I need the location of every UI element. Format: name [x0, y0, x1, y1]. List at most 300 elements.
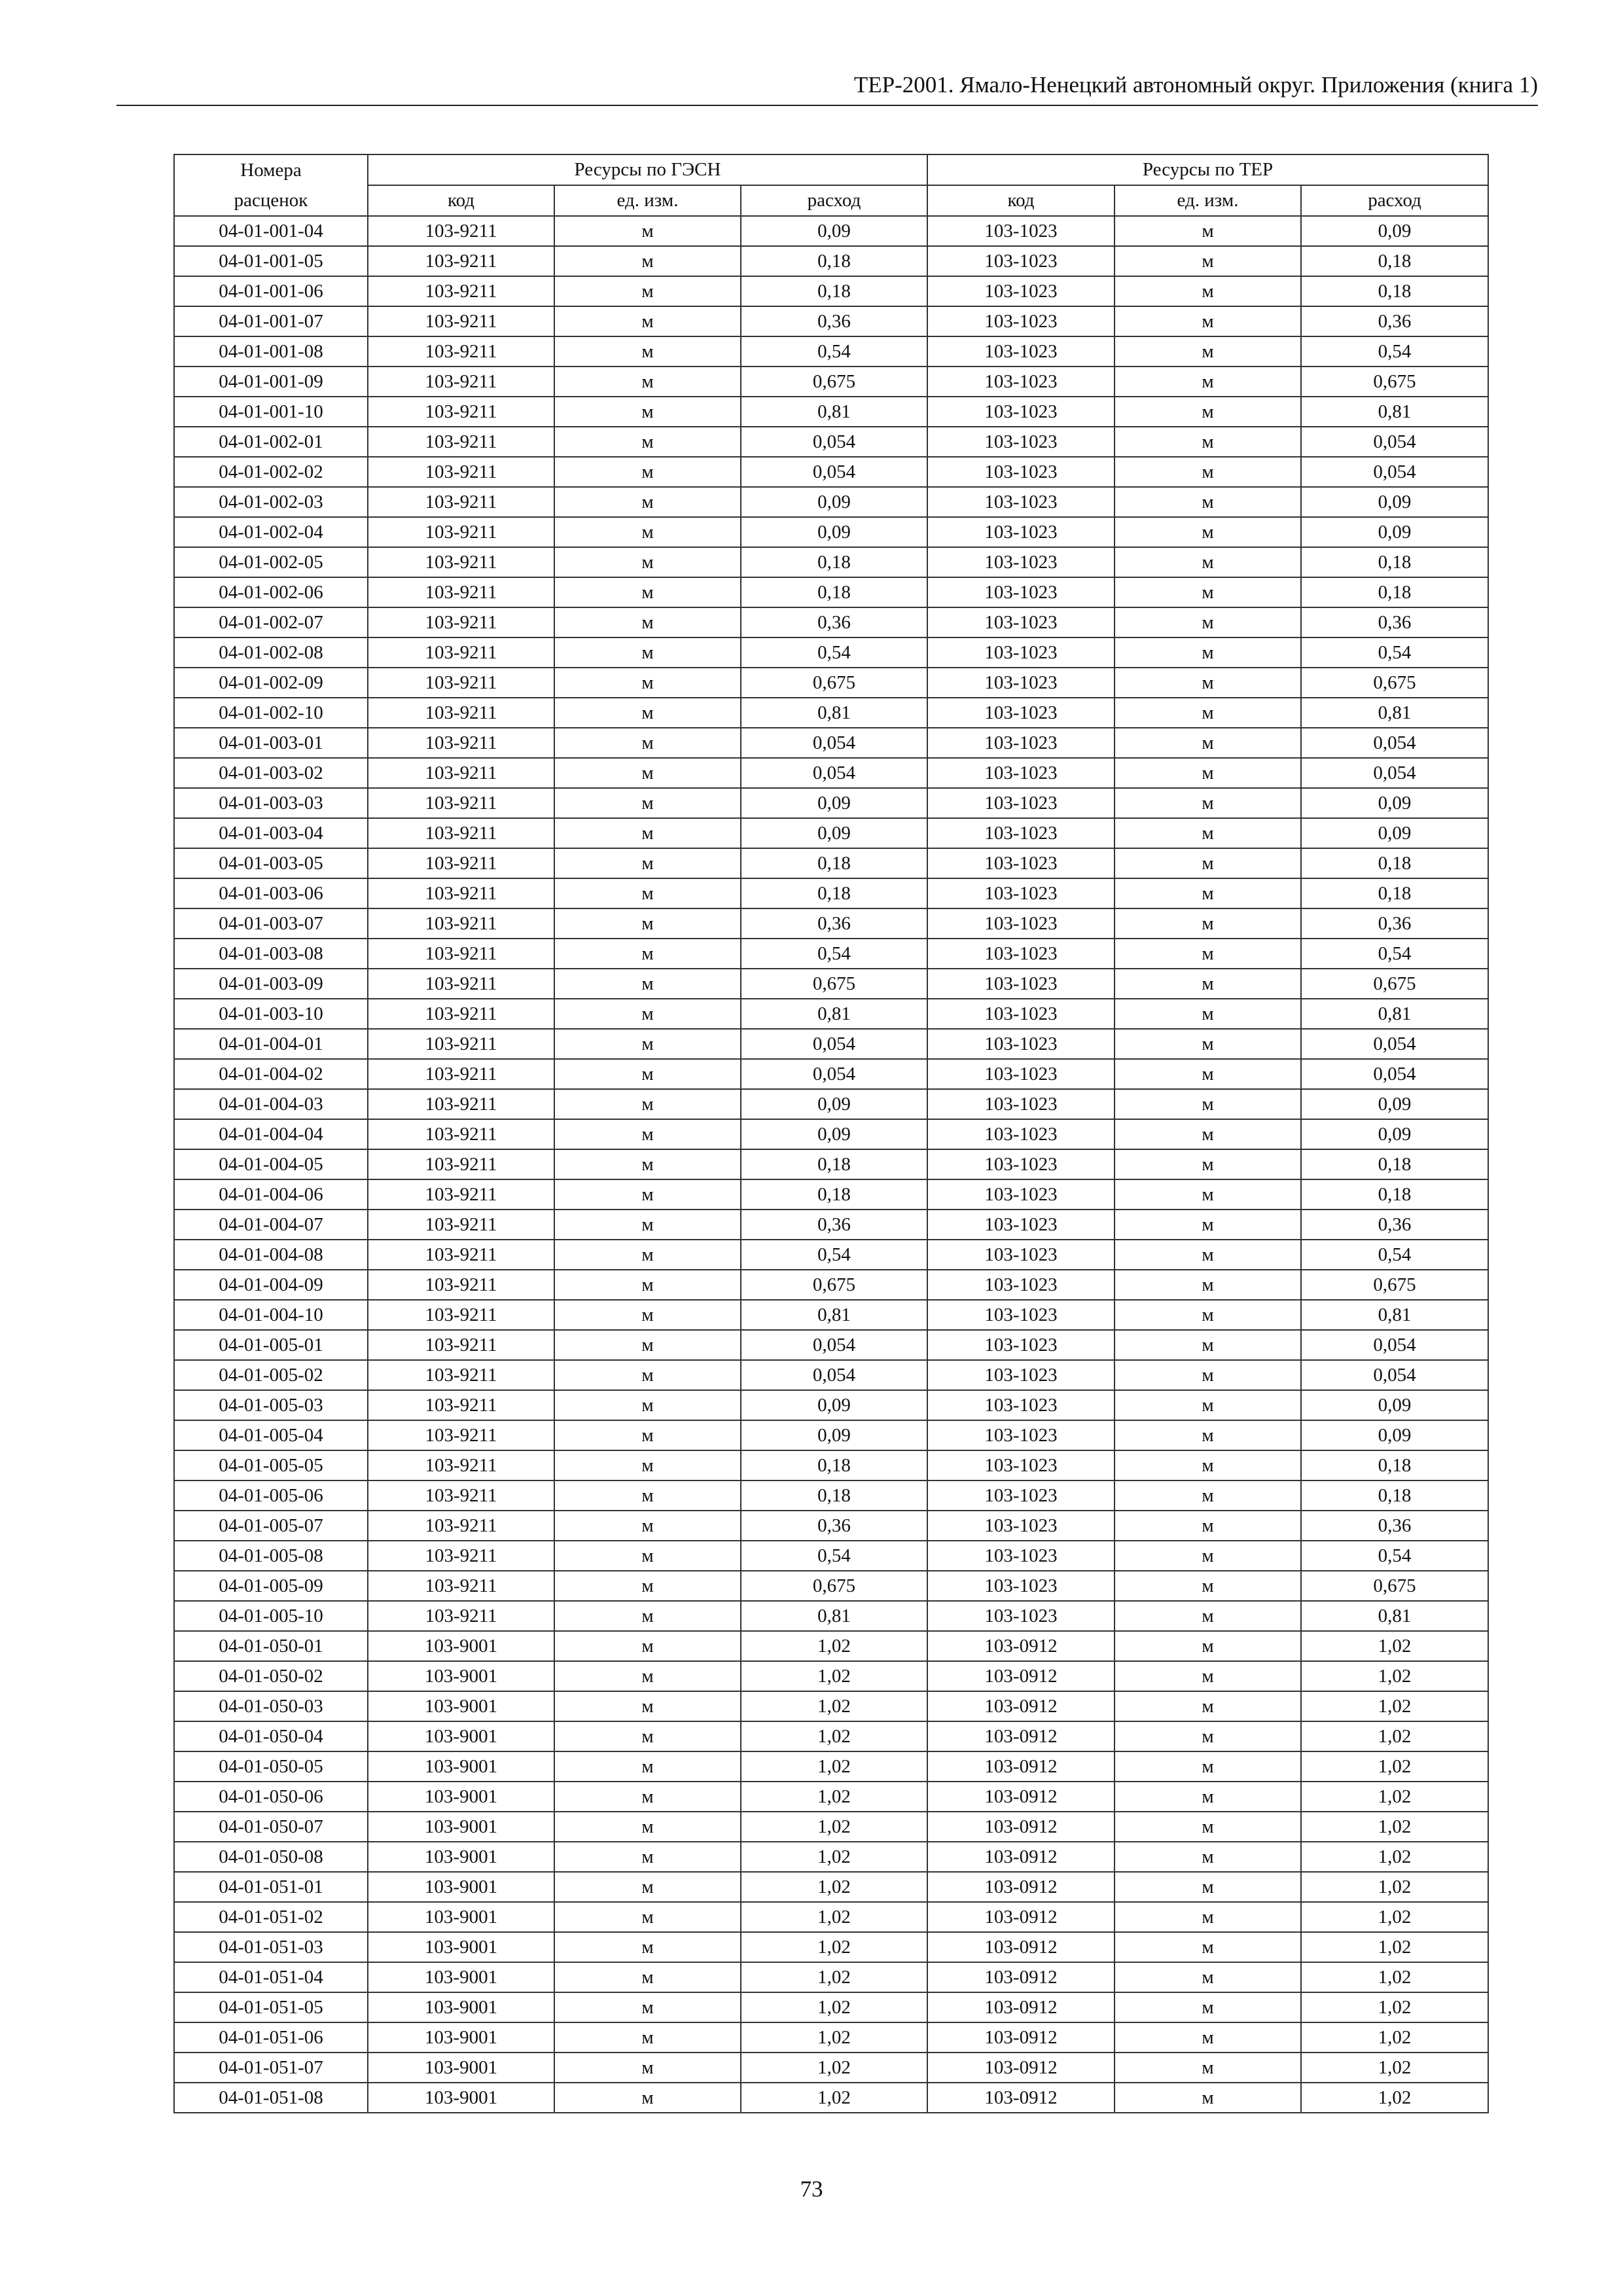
gesn-code-cell: 103-9211 — [368, 547, 554, 577]
gesn-rate-cell: 0,09 — [741, 216, 927, 246]
gesn-code-cell: 103-9211 — [368, 1541, 554, 1571]
gesn-rate-cell: 0,675 — [741, 1571, 927, 1601]
table-row — [174, 397, 1488, 427]
ter-rate-cell: 0,675 — [1301, 969, 1488, 999]
gesn-code-cell: 103-9211 — [368, 1420, 554, 1450]
ter-rate-cell: 0,09 — [1301, 216, 1488, 246]
ter-unit-cell: м — [1115, 2053, 1301, 2083]
gesn-code-cell: 103-9211 — [368, 1270, 554, 1300]
table-row — [174, 1962, 1488, 1992]
gesn-rate-cell: 0,81 — [741, 1300, 927, 1330]
rate-number-cell: 04-01-051-04 — [174, 1962, 368, 1992]
table-row — [174, 1390, 1488, 1420]
gesn-unit-cell: м — [554, 1541, 741, 1571]
gesn-code-cell: 103-9211 — [368, 728, 554, 758]
gesn-unit-cell: м — [554, 1601, 741, 1631]
table-row — [174, 1300, 1488, 1330]
gesn-code-cell: 103-9211 — [368, 607, 554, 637]
ter-code-cell: 103-1023 — [927, 818, 1115, 848]
table-row — [174, 1270, 1488, 1300]
gesn-unit-cell: м — [554, 1360, 741, 1390]
ter-rate-cell: 0,09 — [1301, 818, 1488, 848]
gesn-code-cell: 103-9211 — [368, 637, 554, 668]
ter-code-cell: 103-0912 — [927, 1631, 1115, 1661]
gesn-unit-cell: м — [554, 728, 741, 758]
gesn-code-cell: 103-9211 — [368, 1240, 554, 1270]
gesn-code-cell: 103-9211 — [368, 1210, 554, 1240]
gesn-code-cell: 103-9211 — [368, 1450, 554, 1480]
rate-number-cell: 04-01-003-06 — [174, 878, 368, 908]
ter-rate-cell: 1,02 — [1301, 1902, 1488, 1932]
gesn-rate-cell: 0,18 — [741, 1450, 927, 1480]
rate-number-cell: 04-01-004-08 — [174, 1240, 368, 1270]
gesn-rate-cell: 0,675 — [741, 668, 927, 698]
gesn-unit-cell: м — [554, 397, 741, 427]
ter-code-cell: 103-0912 — [927, 1842, 1115, 1872]
ter-unit-cell: м — [1115, 1179, 1301, 1210]
gesn-code-cell: 103-9211 — [368, 788, 554, 818]
ter-rate-cell: 0,054 — [1301, 758, 1488, 788]
gesn-unit-cell: м — [554, 637, 741, 668]
rate-number-cell: 04-01-001-07 — [174, 306, 368, 336]
table-row — [174, 1089, 1488, 1119]
gesn-rate-cell: 0,054 — [741, 1029, 927, 1059]
rate-number-cell: 04-01-003-07 — [174, 908, 368, 939]
gesn-rate-cell: 0,81 — [741, 698, 927, 728]
gesn-rate-cell: 1,02 — [741, 1721, 927, 1751]
gesn-code-cell: 103-9211 — [368, 517, 554, 547]
gesn-code-cell: 103-9211 — [368, 1300, 554, 1330]
ter-code-cell: 103-0912 — [927, 1782, 1115, 1812]
ter-unit-cell: м — [1115, 1420, 1301, 1450]
rate-number-cell: 04-01-051-02 — [174, 1902, 368, 1932]
ter-code-cell: 103-1023 — [927, 1300, 1115, 1330]
ter-code-cell: 103-1023 — [927, 457, 1115, 487]
table-row — [174, 1511, 1488, 1541]
ter-unit-cell: м — [1115, 306, 1301, 336]
gesn-unit-cell: м — [554, 1270, 741, 1300]
ter-code-cell: 103-1023 — [927, 1149, 1115, 1179]
ter-code-cell: 103-1023 — [927, 1330, 1115, 1360]
ter-code-cell: 103-1023 — [927, 336, 1115, 367]
gesn-unit-cell: м — [554, 246, 741, 276]
rate-number-cell: 04-01-003-02 — [174, 758, 368, 788]
gesn-code-cell: 103-9211 — [368, 1571, 554, 1601]
ter-rate-cell: 0,36 — [1301, 306, 1488, 336]
gesn-rate-cell: 1,02 — [741, 1751, 927, 1782]
ter-code-cell: 103-1023 — [927, 1360, 1115, 1390]
gesn-code-cell: 103-9001 — [368, 1872, 554, 1902]
table-header — [174, 154, 1488, 216]
ter-unit-cell: м — [1115, 969, 1301, 999]
gesn-code-cell: 103-9211 — [368, 668, 554, 698]
table-row — [174, 547, 1488, 577]
ter-unit-cell: м — [1115, 336, 1301, 367]
gesn-code-cell: 103-9211 — [368, 246, 554, 276]
ter-unit-cell: м — [1115, 1480, 1301, 1511]
gesn-unit-cell: м — [554, 2083, 741, 2113]
rate-number-cell: 04-01-003-10 — [174, 999, 368, 1029]
ter-unit-cell: м — [1115, 1872, 1301, 1902]
gesn-rate-cell: 1,02 — [741, 1992, 927, 2022]
ter-code-cell: 103-1023 — [927, 1179, 1115, 1210]
ter-rate-cell: 0,18 — [1301, 547, 1488, 577]
table-row — [174, 698, 1488, 728]
table-row — [174, 427, 1488, 457]
ter-rate-cell: 0,054 — [1301, 1360, 1488, 1390]
ter-rate-cell: 1,02 — [1301, 1661, 1488, 1691]
gesn-unit-cell: м — [554, 1902, 741, 1932]
rate-number-cell: 04-01-002-07 — [174, 607, 368, 637]
gesn-unit-cell: м — [554, 698, 741, 728]
gesn-code-cell: 103-9001 — [368, 1902, 554, 1932]
ter-rate-cell: 0,18 — [1301, 276, 1488, 306]
table-body — [174, 216, 1488, 2113]
gesn-unit-cell: м — [554, 1119, 741, 1149]
ter-unit-cell: м — [1115, 1089, 1301, 1119]
ter-code-cell: 103-1023 — [927, 1450, 1115, 1480]
ter-code-cell: 103-1023 — [927, 788, 1115, 818]
ter-unit-cell: м — [1115, 1240, 1301, 1270]
ter-unit-cell: м — [1115, 1992, 1301, 2022]
rate-number-cell: 04-01-050-04 — [174, 1721, 368, 1751]
gesn-rate-cell: 0,54 — [741, 1541, 927, 1571]
ter-rate-cell: 1,02 — [1301, 1691, 1488, 1721]
ter-rate-cell: 0,54 — [1301, 939, 1488, 969]
rate-number-cell: 04-01-051-07 — [174, 2053, 368, 2083]
gesn-rate-cell: 0,675 — [741, 969, 927, 999]
gesn-code-cell: 103-9211 — [368, 577, 554, 607]
rate-number-cell: 04-01-003-03 — [174, 788, 368, 818]
ter-rate-cell: 0,09 — [1301, 517, 1488, 547]
table-row — [174, 1691, 1488, 1721]
ter-code-cell: 103-0912 — [927, 1872, 1115, 1902]
ter-rate-cell: 0,18 — [1301, 1480, 1488, 1511]
table-row — [174, 367, 1488, 397]
ter-rate-cell: 0,36 — [1301, 607, 1488, 637]
gesn-code-cell: 103-9211 — [368, 487, 554, 517]
gesn-code-cell: 103-9001 — [368, 1992, 554, 2022]
gesn-rate-cell: 0,675 — [741, 367, 927, 397]
ter-rate-cell: 0,054 — [1301, 427, 1488, 457]
gesn-rate-cell: 0,09 — [741, 1420, 927, 1450]
gesn-rate-cell: 0,675 — [741, 1270, 927, 1300]
ter-unit-cell: м — [1115, 698, 1301, 728]
ter-rate-cell: 1,02 — [1301, 1842, 1488, 1872]
rate-number-cell: 04-01-005-10 — [174, 1601, 368, 1631]
gesn-code-cell: 103-9001 — [368, 1691, 554, 1721]
gesn-rate-cell: 0,36 — [741, 1511, 927, 1541]
rate-number-cell: 04-01-004-04 — [174, 1119, 368, 1149]
gesn-code-cell: 103-9211 — [368, 1511, 554, 1541]
gesn-code-cell: 103-9211 — [368, 1119, 554, 1149]
ter-code-cell: 103-0912 — [927, 2083, 1115, 2113]
ter-code-cell: 103-1023 — [927, 1420, 1115, 1450]
rate-number-cell: 04-01-004-10 — [174, 1300, 368, 1330]
ter-unit-cell: м — [1115, 1541, 1301, 1571]
gesn-unit-cell: м — [554, 939, 741, 969]
table-row — [174, 1782, 1488, 1812]
ter-rate-cell: 0,09 — [1301, 1420, 1488, 1450]
rate-number-cell: 04-01-001-04 — [174, 216, 368, 246]
ter-code-cell: 103-1023 — [927, 1059, 1115, 1089]
rate-number-cell: 04-01-050-07 — [174, 1812, 368, 1842]
ter-code-cell: 103-0912 — [927, 1721, 1115, 1751]
ter-unit-cell: м — [1115, 2083, 1301, 2113]
header-group-ter: Ресурсы по ТЕР — [927, 154, 1488, 185]
gesn-unit-cell: м — [554, 999, 741, 1029]
ter-code-cell: 103-1023 — [927, 1270, 1115, 1300]
ter-unit-cell: м — [1115, 1270, 1301, 1300]
ter-code-cell: 103-1023 — [927, 668, 1115, 698]
table-row — [174, 1210, 1488, 1240]
rate-number-cell: 04-01-002-02 — [174, 457, 368, 487]
rate-number-cell: 04-01-051-06 — [174, 2022, 368, 2053]
rate-number-cell: 04-01-050-01 — [174, 1631, 368, 1661]
ter-rate-cell: 0,54 — [1301, 336, 1488, 367]
ter-rate-cell: 0,18 — [1301, 246, 1488, 276]
table-row — [174, 1721, 1488, 1751]
ter-rate-cell: 1,02 — [1301, 1782, 1488, 1812]
gesn-rate-cell: 0,18 — [741, 246, 927, 276]
ter-unit-cell: м — [1115, 1782, 1301, 1812]
gesn-code-cell: 103-9211 — [368, 336, 554, 367]
gesn-rate-cell: 0,054 — [741, 758, 927, 788]
gesn-code-cell: 103-9001 — [368, 1782, 554, 1812]
gesn-rate-cell: 0,36 — [741, 1210, 927, 1240]
header-group-gesn: Ресурсы по ГЭСН — [368, 154, 927, 185]
table-row — [174, 457, 1488, 487]
table-row — [174, 336, 1488, 367]
ter-unit-cell: м — [1115, 1360, 1301, 1390]
rate-number-cell: 04-01-050-06 — [174, 1782, 368, 1812]
gesn-rate-cell: 1,02 — [741, 1812, 927, 1842]
ter-unit-cell: м — [1115, 1721, 1301, 1751]
gesn-code-cell: 103-9211 — [368, 878, 554, 908]
gesn-unit-cell: м — [554, 2022, 741, 2053]
gesn-code-cell: 103-9001 — [368, 1812, 554, 1842]
gesn-code-cell: 103-9211 — [368, 1330, 554, 1360]
ter-rate-cell: 0,54 — [1301, 1541, 1488, 1571]
rate-number-cell: 04-01-002-06 — [174, 577, 368, 607]
gesn-unit-cell: м — [554, 1782, 741, 1812]
ter-unit-cell: м — [1115, 1029, 1301, 1059]
table-row — [174, 2053, 1488, 2083]
ter-unit-cell: м — [1115, 1149, 1301, 1179]
ter-code-cell: 103-1023 — [927, 999, 1115, 1029]
header-ter-code: код — [927, 185, 1115, 216]
ter-code-cell: 103-1023 — [927, 547, 1115, 577]
gesn-rate-cell: 0,18 — [741, 848, 927, 878]
table-row — [174, 246, 1488, 276]
ter-unit-cell: м — [1115, 1631, 1301, 1661]
gesn-unit-cell: м — [554, 1210, 741, 1240]
table-row — [174, 1751, 1488, 1782]
ter-unit-cell: м — [1115, 758, 1301, 788]
ter-rate-cell: 1,02 — [1301, 1992, 1488, 2022]
table-row — [174, 637, 1488, 668]
table-row — [174, 276, 1488, 306]
ter-code-cell: 103-1023 — [927, 517, 1115, 547]
gesn-code-cell: 103-9001 — [368, 2053, 554, 2083]
gesn-rate-cell: 1,02 — [741, 1932, 927, 1962]
ter-rate-cell: 1,02 — [1301, 2022, 1488, 2053]
gesn-unit-cell: м — [554, 1149, 741, 1179]
gesn-unit-cell: м — [554, 1300, 741, 1330]
ter-code-cell: 103-1023 — [927, 939, 1115, 969]
gesn-unit-cell: м — [554, 1661, 741, 1691]
header-gesn-unit: ед. изм. — [554, 185, 741, 216]
gesn-rate-cell: 0,09 — [741, 1089, 927, 1119]
running-header-title: ТЕР-2001. Ямало-Ненецкий автономный округ. Приложения (книга 1) — [853, 72, 1538, 98]
ter-code-cell: 103-0912 — [927, 1812, 1115, 1842]
gesn-code-cell: 103-9001 — [368, 1751, 554, 1782]
rate-number-cell: 04-01-005-06 — [174, 1480, 368, 1511]
rate-number-cell: 04-01-003-04 — [174, 818, 368, 848]
ter-code-cell: 103-0912 — [927, 1661, 1115, 1691]
ter-rate-cell: 0,81 — [1301, 1601, 1488, 1631]
ter-unit-cell: м — [1115, 487, 1301, 517]
ter-rate-cell: 0,054 — [1301, 728, 1488, 758]
ter-rate-cell: 0,675 — [1301, 1571, 1488, 1601]
gesn-unit-cell: м — [554, 1691, 741, 1721]
ter-code-cell: 103-1023 — [927, 607, 1115, 637]
gesn-code-cell: 103-9001 — [368, 1631, 554, 1661]
rate-number-cell: 04-01-001-10 — [174, 397, 368, 427]
gesn-unit-cell: м — [554, 577, 741, 607]
ter-rate-cell: 0,09 — [1301, 1390, 1488, 1420]
gesn-rate-cell: 1,02 — [741, 2083, 927, 2113]
ter-unit-cell: м — [1115, 457, 1301, 487]
gesn-unit-cell: м — [554, 1511, 741, 1541]
rate-number-cell: 04-01-002-08 — [174, 637, 368, 668]
ter-code-cell: 103-0912 — [927, 1932, 1115, 1962]
ter-code-cell: 103-1023 — [927, 698, 1115, 728]
ter-rate-cell: 0,054 — [1301, 1029, 1488, 1059]
page-number: 73 — [800, 2176, 823, 2202]
gesn-rate-cell: 0,09 — [741, 487, 927, 517]
header-number-line2: расценок — [174, 185, 368, 216]
table-row — [174, 1631, 1488, 1661]
gesn-unit-cell: м — [554, 216, 741, 246]
ter-rate-cell: 0,18 — [1301, 1450, 1488, 1480]
gesn-code-cell: 103-9211 — [368, 216, 554, 246]
ter-unit-cell: м — [1115, 547, 1301, 577]
table-row — [174, 1119, 1488, 1149]
gesn-rate-cell: 1,02 — [741, 1631, 927, 1661]
gesn-unit-cell: м — [554, 1390, 741, 1420]
gesn-unit-cell: м — [554, 1962, 741, 1992]
resource-mapping-table — [173, 154, 1489, 2113]
header-number-line1: Номера — [174, 154, 368, 185]
table-row — [174, 788, 1488, 818]
rate-number-cell: 04-01-002-01 — [174, 427, 368, 457]
ter-unit-cell: м — [1115, 668, 1301, 698]
rate-number-cell: 04-01-004-03 — [174, 1089, 368, 1119]
ter-code-cell: 103-1023 — [927, 1089, 1115, 1119]
gesn-rate-cell: 1,02 — [741, 1842, 927, 1872]
gesn-rate-cell: 0,36 — [741, 306, 927, 336]
gesn-unit-cell: м — [554, 1330, 741, 1360]
gesn-unit-cell: м — [554, 306, 741, 336]
ter-unit-cell: м — [1115, 517, 1301, 547]
rate-number-cell: 04-01-051-01 — [174, 1872, 368, 1902]
ter-code-cell: 103-1023 — [927, 1541, 1115, 1571]
gesn-unit-cell: м — [554, 969, 741, 999]
ter-rate-cell: 0,81 — [1301, 1300, 1488, 1330]
gesn-unit-cell: м — [554, 1631, 741, 1661]
gesn-rate-cell: 1,02 — [741, 1661, 927, 1691]
gesn-rate-cell: 0,36 — [741, 607, 927, 637]
gesn-code-cell: 103-9211 — [368, 1149, 554, 1179]
gesn-rate-cell: 0,054 — [741, 1059, 927, 1089]
ter-rate-cell: 0,54 — [1301, 1240, 1488, 1270]
gesn-rate-cell: 0,054 — [741, 427, 927, 457]
rate-number-cell: 04-01-004-02 — [174, 1059, 368, 1089]
gesn-unit-cell: м — [554, 1179, 741, 1210]
table-row — [174, 1812, 1488, 1842]
table-row — [174, 1842, 1488, 1872]
gesn-rate-cell: 0,18 — [741, 1149, 927, 1179]
ter-unit-cell: м — [1115, 427, 1301, 457]
table-row — [174, 1992, 1488, 2022]
ter-rate-cell: 1,02 — [1301, 1721, 1488, 1751]
ter-rate-cell: 0,81 — [1301, 698, 1488, 728]
gesn-code-cell: 103-9211 — [368, 367, 554, 397]
ter-unit-cell: м — [1115, 788, 1301, 818]
rate-number-cell: 04-01-004-05 — [174, 1149, 368, 1179]
table-row — [174, 999, 1488, 1029]
table-row — [174, 1149, 1488, 1179]
ter-rate-cell: 0,09 — [1301, 1119, 1488, 1149]
header-divider — [116, 105, 1538, 106]
ter-code-cell: 103-0912 — [927, 1992, 1115, 2022]
ter-rate-cell: 0,18 — [1301, 1179, 1488, 1210]
rate-number-cell: 04-01-005-09 — [174, 1571, 368, 1601]
table-row — [174, 1902, 1488, 1932]
gesn-unit-cell: м — [554, 1029, 741, 1059]
gesn-rate-cell: 0,54 — [741, 1240, 927, 1270]
ter-unit-cell: м — [1115, 1571, 1301, 1601]
gesn-rate-cell: 1,02 — [741, 2053, 927, 2083]
rate-number-cell: 04-01-001-05 — [174, 246, 368, 276]
ter-code-cell: 103-1023 — [927, 1390, 1115, 1420]
ter-code-cell: 103-0912 — [927, 1751, 1115, 1782]
gesn-code-cell: 103-9211 — [368, 397, 554, 427]
gesn-rate-cell: 0,09 — [741, 1119, 927, 1149]
gesn-unit-cell: м — [554, 547, 741, 577]
table-row — [174, 1932, 1488, 1962]
ter-rate-cell: 0,09 — [1301, 788, 1488, 818]
ter-unit-cell: м — [1115, 276, 1301, 306]
ter-unit-cell: м — [1115, 999, 1301, 1029]
rate-number-cell: 04-01-050-08 — [174, 1842, 368, 1872]
table-row — [174, 668, 1488, 698]
gesn-unit-cell: м — [554, 788, 741, 818]
ter-rate-cell: 1,02 — [1301, 2083, 1488, 2113]
ter-rate-cell: 0,18 — [1301, 1149, 1488, 1179]
gesn-code-cell: 103-9211 — [368, 1601, 554, 1631]
rate-number-cell: 04-01-005-07 — [174, 1511, 368, 1541]
rate-number-cell: 04-01-051-03 — [174, 1932, 368, 1962]
gesn-code-cell: 103-9211 — [368, 457, 554, 487]
ter-rate-cell: 1,02 — [1301, 1932, 1488, 1962]
gesn-code-cell: 103-9001 — [368, 1932, 554, 1962]
rate-number-cell: 04-01-001-08 — [174, 336, 368, 367]
rate-number-cell: 04-01-004-09 — [174, 1270, 368, 1300]
table-row — [174, 1480, 1488, 1511]
gesn-unit-cell: м — [554, 1872, 741, 1902]
